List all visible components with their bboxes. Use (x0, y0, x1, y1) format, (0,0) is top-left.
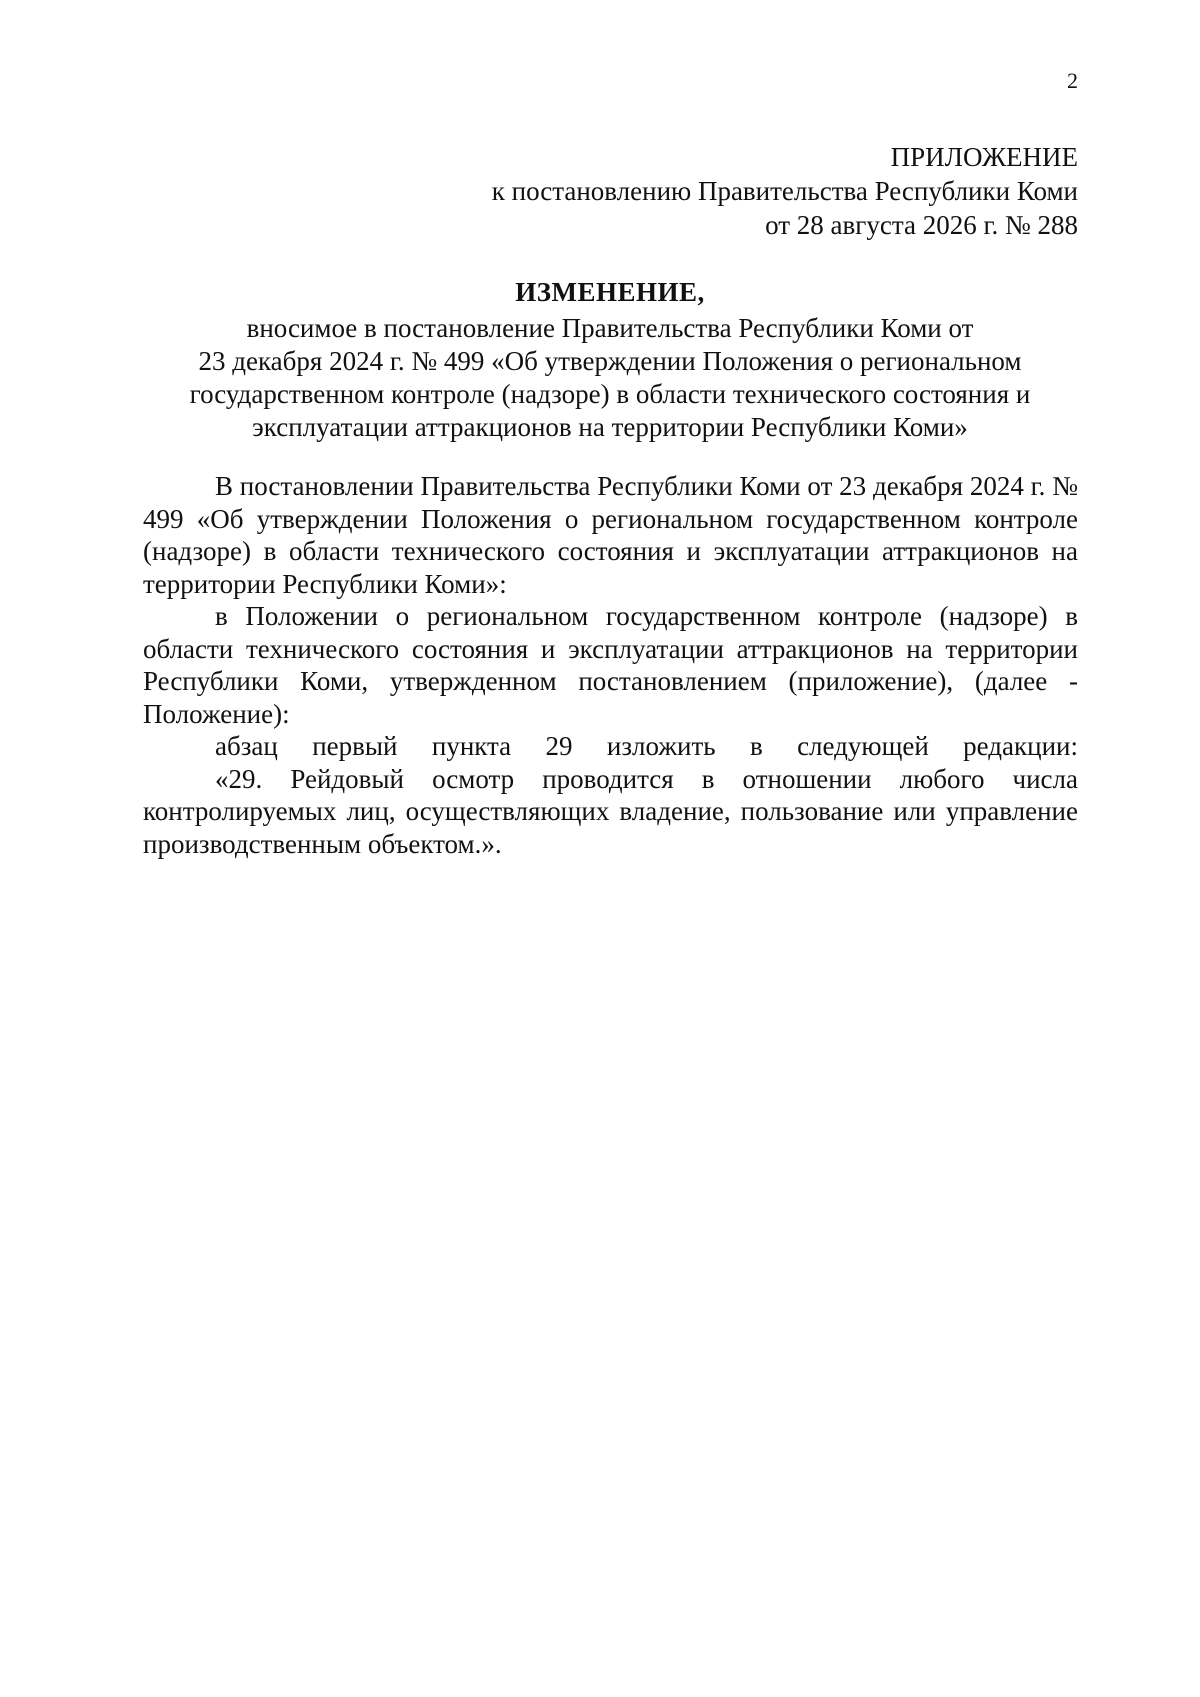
appendix-block (278, 140, 1078, 242)
change-subtitle-line: вносимое в постановление Правительства Республики Коми от (246, 313, 974, 343)
document-body (143, 470, 1078, 860)
appendix-reference: к постановлению Правительства Республики Коми (491, 176, 1078, 206)
page-number: 2 (1067, 68, 1078, 93)
change-subtitle-line: 23 декабря 2024 г. № 499 «Об утверждении Положения о региональном (198, 346, 1022, 376)
appendix-title: ПРИЛОЖЕНИЕ (890, 142, 1078, 172)
change-heading-block (140, 272, 1080, 444)
change-subtitle-line: эксплуатации аттракционов на территории Республики Коми» (252, 412, 968, 442)
change-title: ИЗМЕНЕНИЕ, (515, 277, 705, 307)
body-paragraph: «29. Рейдовый осмотр проводится в отношении любого числа контролируемых лиц, осуществляющих владение, пользование или управление производственным объектом.». (143, 763, 1078, 859)
body-paragraph: В постановлении Правительства Республики Коми от 23 декабря 2024 г. № 499 «Об утверждении Положения о региональном государственном контроле (надзоре) в области технического состояния и эксплуатации аттракционов на территории Республики Коми»: (143, 471, 1078, 599)
body-paragraph: абзац первый пункта 29 изложить в следующей редакции: (215, 731, 1078, 761)
appendix-date-number: от 28 августа 2026 г. № 288 (765, 210, 1078, 240)
body-paragraph: в Положении о региональном государственном контроле (надзоре) в области технического состояния и эксплуатации аттракционов на территории Республики Коми, утвержденном постановлением (приложение), (далее - Положение): (143, 601, 1078, 729)
change-subtitle-line: государственном контроле (надзоре) в области технического состояния и (189, 379, 1031, 409)
